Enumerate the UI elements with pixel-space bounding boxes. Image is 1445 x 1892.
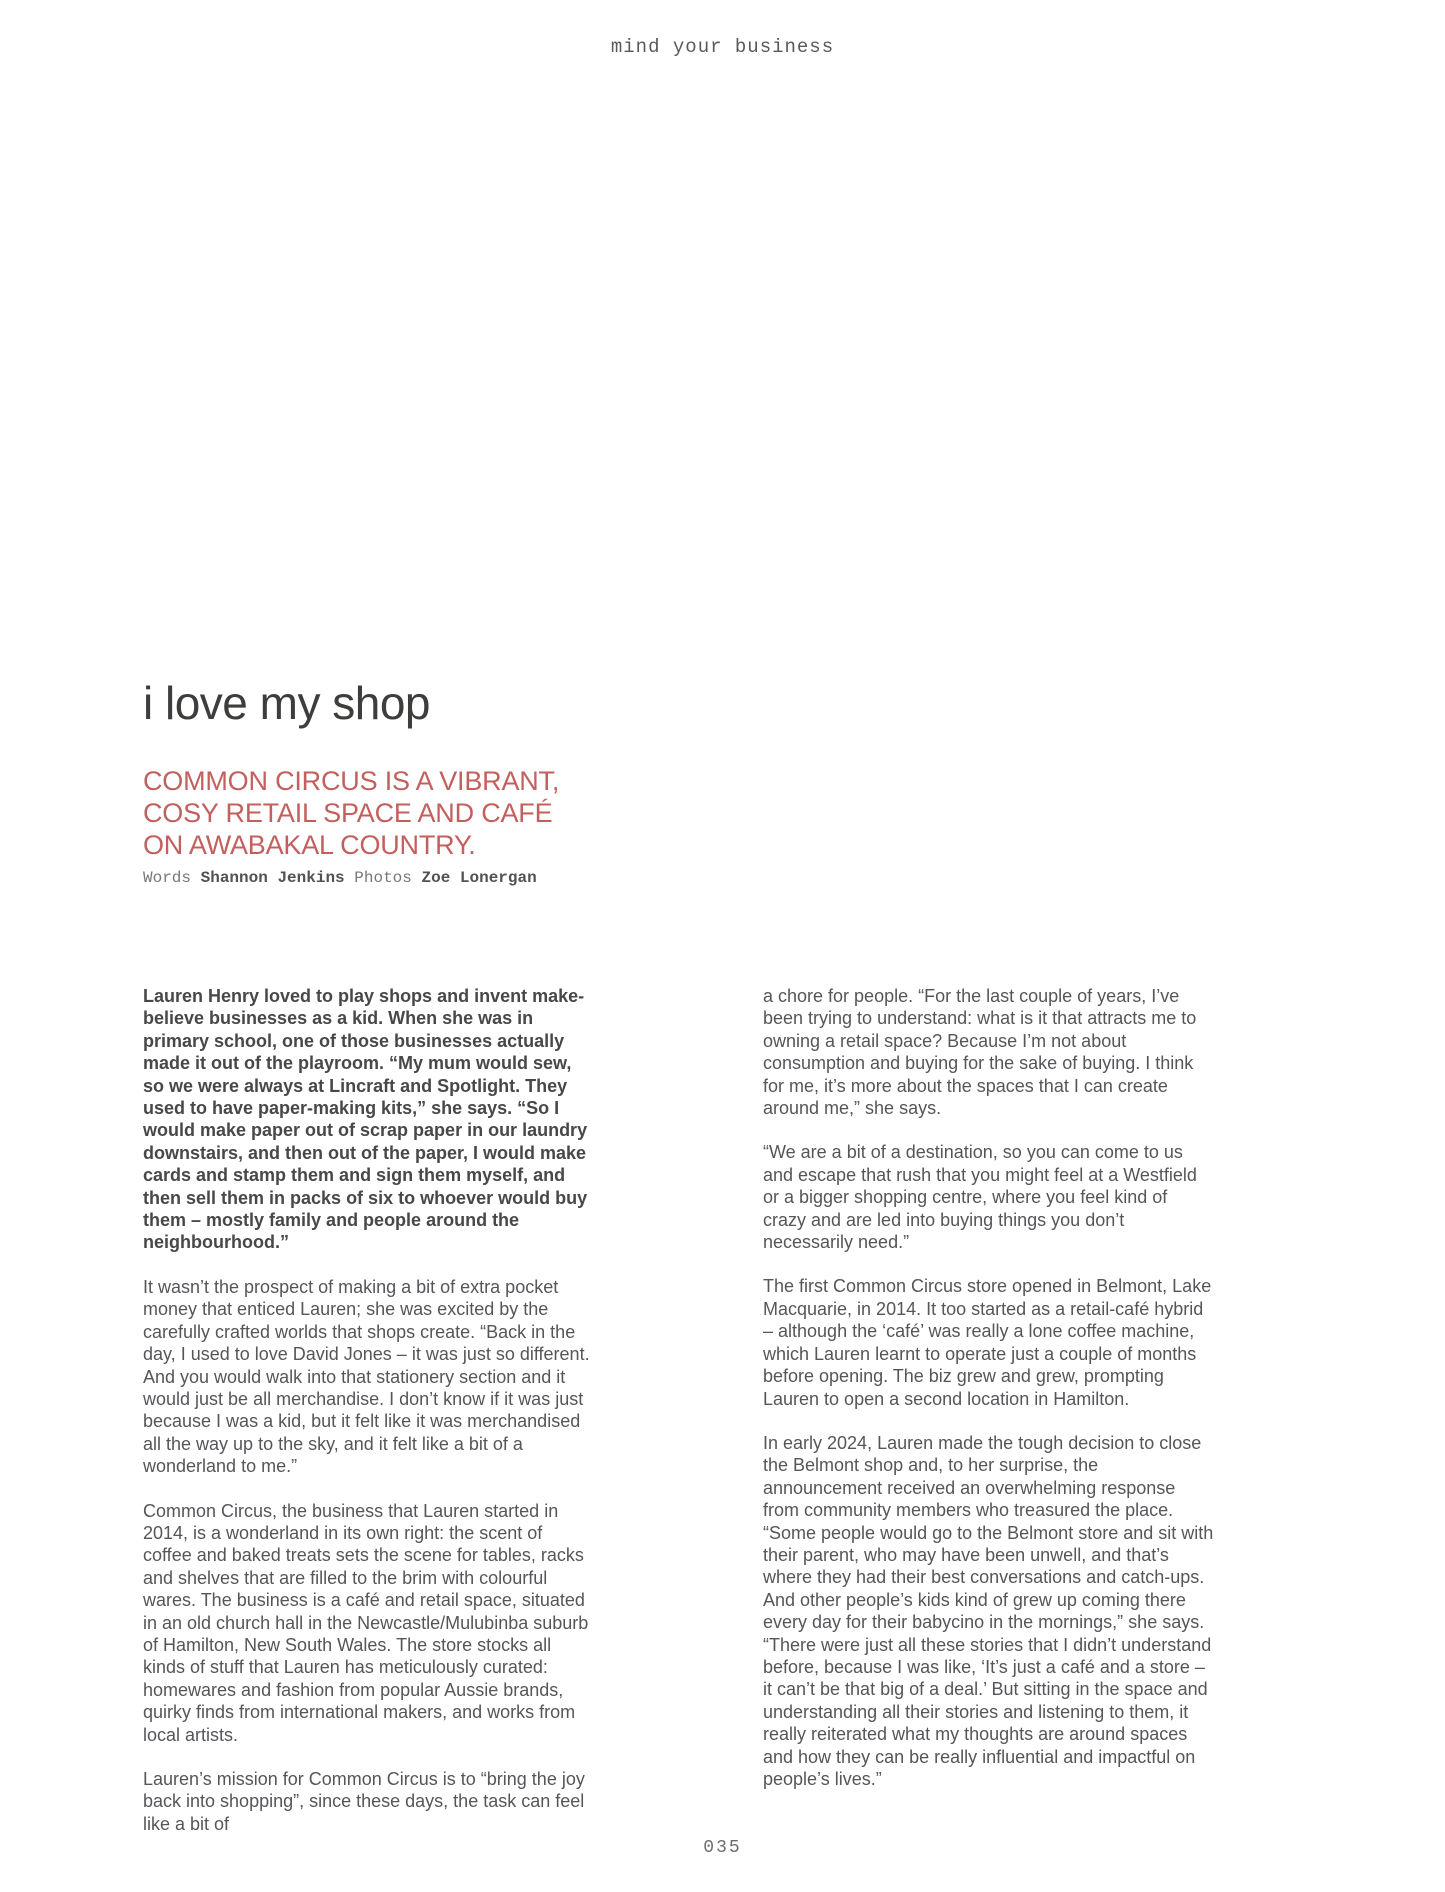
words-credit-name: Shannon Jenkins [200, 869, 345, 887]
left-column [143, 985, 595, 1857]
byline [143, 869, 537, 887]
body-paragraph: The first Common Circus store opened in Belmont, Lake Macquarie, in 2014. It too started as a retail-café hybrid – although the ‘café’ was really a lone coffee machine, which Lauren learnt to operate just a couple of months before opening. The biz grew and grew, prompting Lauren to open a second location in Hamilton. [763, 1276, 1212, 1409]
right-column [763, 985, 1215, 1812]
body-paragraph: a chore for people. “For the last couple of years, I’ve been trying to understand: what is it that attracts me to owning a retail space? Because I’m not about consumption and buying for the sake of buying. I think for me, it’s more about the spaces that I can create around me,” she says. [763, 986, 1197, 1119]
body-paragraph-lead: Lauren Henry loved to play shops and invent make-believe businesses as a kid. When she was in primary school, one of those businesses actually made it out of the playroom. “My mum would sew, so we were always at Lincraft and Spotlight. They used to have paper-making kits,” she says. “So I would make paper out of scrap paper in our laundry downstairs, and then out of the paper, I would make cards and stamp them and sign them myself, and then sell them in packs of six to whoever would buy them – mostly family and people around the neighbourhood.” [143, 986, 588, 1253]
article-standfirst [143, 765, 559, 861]
standfirst-line: ON AWABAKAL COUNTRY. [143, 830, 476, 860]
photos-credit-name: Zoe Lonergan [421, 869, 537, 887]
article-title: i love my shop [143, 677, 431, 729]
body-paragraph: Common Circus, the business that Lauren started in 2014, is a wonderland in its own right: the scent of coffee and baked treats sets the scene for tables, racks and shelves that are filled to the brim with colourful wares. The business is a café and retail space, situated in an old church hall in the Newcastle/Mulubinba suburb of Hamilton, New South Wales. The store stocks all kinds of stuff that Lauren has meticulously curated: homewares and fashion from popular Aussie brands, quirky finds from international makers, and works from local artists. [143, 1500, 589, 1745]
page-number: 035 [703, 1838, 742, 1858]
photos-credit-label: Photos [354, 869, 412, 887]
words-credit-label: Words [143, 869, 192, 887]
standfirst-line: COSY RETAIL SPACE AND CAFÉ [143, 798, 553, 828]
standfirst-line: COMMON CIRCUS IS A VIBRANT, [143, 766, 560, 796]
body-paragraph: “We are a bit of a destination, so you can come to us and escape that rush that you might feel at a Westfield or a bigger shopping centre, where you feel kind of crazy and are led into buying things you don’t necessarily need.” [763, 1142, 1197, 1253]
running-header: mind your business [610, 36, 835, 58]
body-paragraph: In early 2024, Lauren made the tough decision to close the Belmont shop and, to her surprise, the announcement received an overwhelming response from community members who treasured the place. “Some people would go to the Belmont store and sit with their parent, who may have been unwell, and that’s where they had their best conversations and catch-ups. And other people’s kids kind of grew up coming there every day for their babycino in the mornings,” she says. “There were just all these stories that I didn’t understand before, because I was like, ‘It’s just a café and a store – it can’t be that big of a deal.’ But sitting in the space and understanding all their stories and listening to them, it really reiterated what my thoughts are around spaces and how they can be really influential and impactful on people’s lives.” [763, 1432, 1214, 1789]
body-paragraph: Lauren’s mission for Common Circus is to “bring the joy back into shopping”, since these days, the task can feel like a bit of [143, 1769, 585, 1834]
body-paragraph: It wasn’t the prospect of making a bit of extra pocket money that enticed Lauren; she was excited by the carefully crafted worlds that shops create. “Back in the day, I used to love David Jones – it was just so different. And you would walk into that stationery section and it would just be all merchandise. I don’t know if it was just because I was a kid, but it felt like it was merchandised all the way up to the sky, and it felt like a bit of a wonderland to me.” [143, 1276, 590, 1477]
